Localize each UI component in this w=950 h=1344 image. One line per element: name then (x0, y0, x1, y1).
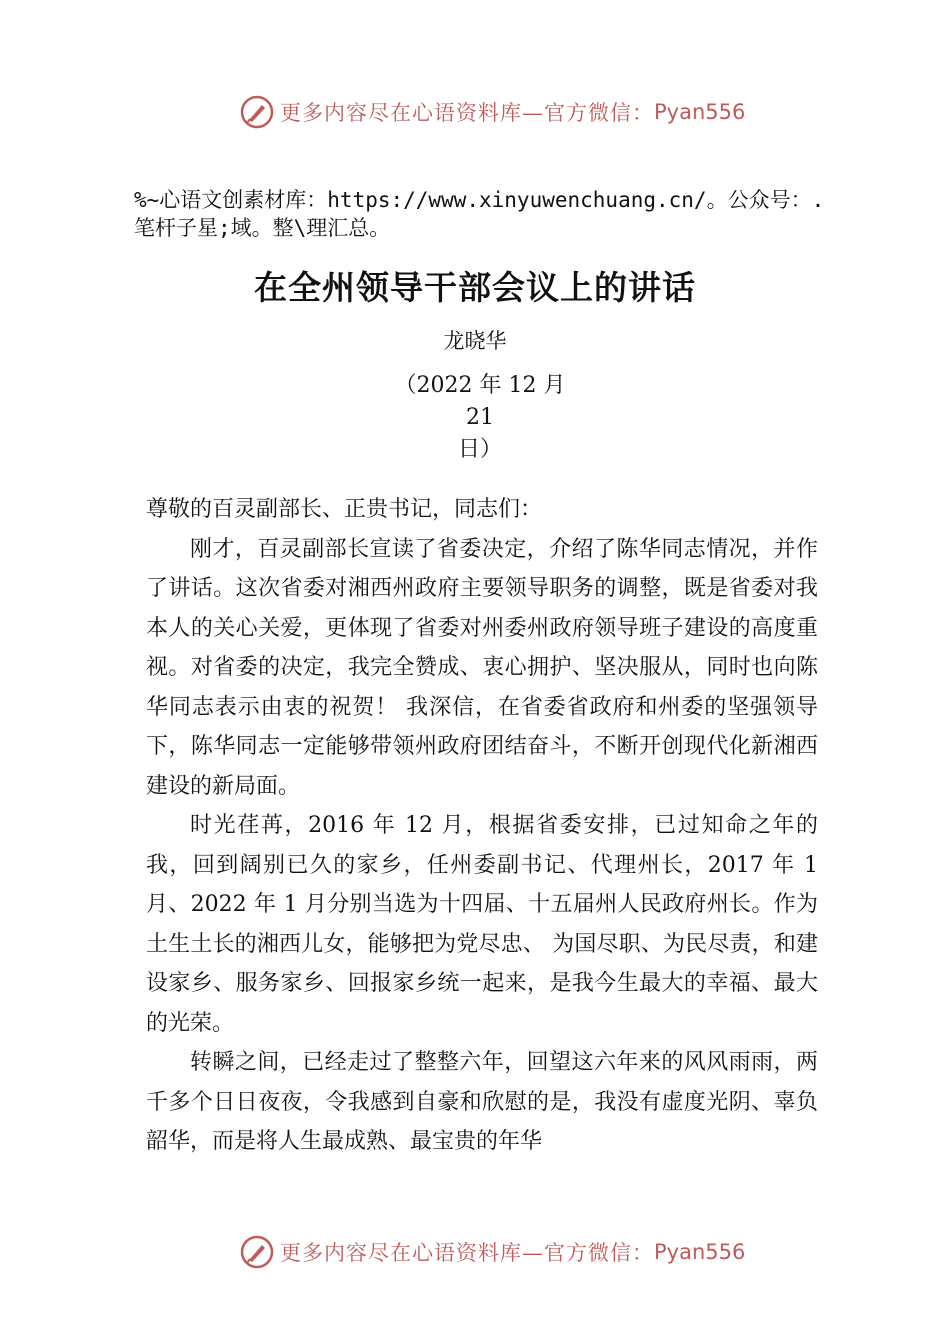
author: 龙晓华 (443, 329, 507, 353)
watermark-wechat-id: Pyan556 (654, 1240, 746, 1264)
speech-body (146, 490, 818, 1162)
pen-logo-icon (240, 1235, 274, 1269)
watermark-banner-bottom (240, 1232, 745, 1272)
date-line-1: （2022 年 12 月 21 (394, 373, 566, 430)
watermark-text: 更多内容尽在心语资料库—官方微信： (280, 101, 654, 125)
pen-logo-icon (240, 95, 274, 129)
watermark-banner-top (240, 92, 745, 132)
watermark-wechat-id: Pyan556 (654, 100, 746, 124)
paragraph: 刚才，百灵副部长宣读了省委决定，介绍了陈华同志情况，并作了讲话。这次省委对湘西州政府主要领导职务的调整，既是省委对我本人的关心关爱，更体现了省委对州委州政府领导班子建设的高度重视。对省委的决定，我完全赞成、衷心拥护、坚决服从，同时也向陈华同志表示由衷的祝贺！ 我深信，在省委省政府和州委的坚强领导下，陈华同志一定能够带领州政府团结奋斗，不断开创现代化新湘西建设的新局面。 (146, 536, 818, 799)
document-title: 在全州领导干部会议上的讲话 (254, 268, 696, 307)
paragraph: 时光荏苒，2016 年 12 月，根据省委安排，已过知命之年的我，回到阔别已久的家乡，任州委副书记、代理州长，2017 年 1 月、2022 年 1 月分别当选为十四届、十五届州人民政府州长。作为土生土长的湘西儿女，能够把为党尽忠、 为国尽职、为民尽责，和建设家乡、服务家乡、回报家乡统一起来，是我今生最大的幸福、最大的光荣。 (146, 813, 818, 1036)
paragraph: 转瞬之间，已经走过了整整六年，回望这六年来的风风雨雨，两千多个日日夜夜，令我感到自豪和欣慰的是，我没有虚度光阴、辜负韶华，而是将人生最成熟、最宝贵的年华 (146, 1050, 818, 1154)
date (380, 370, 580, 466)
date-line-2: 日） (457, 437, 502, 462)
watermark-text: 更多内容尽在心语资料库—官方微信： (280, 1241, 654, 1265)
salutation: 尊敬的百灵副部长、正贵书记，同志们： (146, 497, 543, 522)
source-line: %~心语文创素材库：https://www.xinyuwenchuang.cn/。公众号：.笔杆子星;域。整\理汇总。 (134, 188, 825, 240)
